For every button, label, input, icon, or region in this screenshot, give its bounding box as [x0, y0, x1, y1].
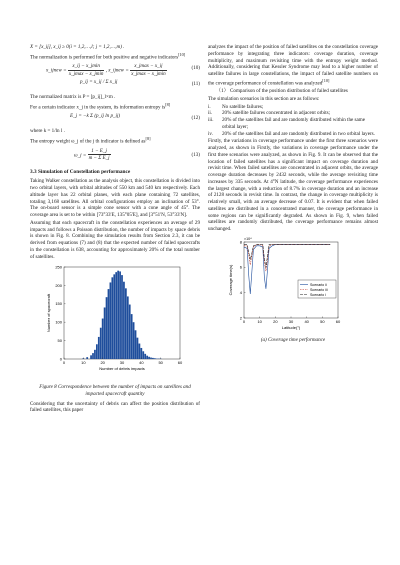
impacts-histogram	[30, 261, 200, 379]
x-tick-label: 0	[62, 360, 66, 366]
equation-number: (12)	[191, 115, 200, 122]
equation-number: (10)	[191, 65, 200, 72]
equation-number: (13)	[191, 151, 200, 158]
citation: [8]	[165, 101, 171, 107]
left-column	[30, 44, 200, 415]
citation: [10]	[178, 51, 186, 57]
x-axis-label: Latitude(°)	[281, 324, 301, 330]
list-marker: iv.	[208, 130, 213, 137]
eq10-num2: x_jmax − x_ij	[130, 63, 167, 71]
equation-11-body: p_ij = x_ij / Σ x_ij	[80, 79, 118, 86]
histogram-bar	[121, 275, 123, 359]
closing-paragraph: Considering that the uncertainty of debris can affect the position distribution of failed satellites, this paper	[30, 400, 200, 414]
histogram-bar	[123, 282, 125, 359]
histogram-bar	[98, 337, 100, 359]
histogram-bar	[129, 305, 131, 359]
histogram-bar	[133, 323, 135, 360]
results-paragraph: Firstly, the variations in coverage performance under the first three scenarios were analyzed, as shown in Firstly, the variations in coverage performance under the first three scenarios were analyzed, as shown in Fig. 9. It can be observed that the location of failed satellites has a significant impact on coverage duration and revisit time. When failed satellites are concentrated in adjacent orbits, the average coverage duration decreases by 2432 seconds, while the average revisiting time increases by 335 seconds. At 4°N latitude, the coverage performance experiences the largest change, with a reduction of 8.7% in coverage duration and an increase of 2128 seconds in revisit time. In contrast, the change in coverage multiplicity is relatively small, with an average decrease of 0.07. It is evident that when failed satellites are distributed in a concentrated manner, the coverage performance in some regions can be significantly degraded. As shown in Fig. 9, when failed satellites are randomly distributed, the coverage performance remains almost unchanged.	[208, 138, 378, 233]
histogram-bar	[144, 354, 146, 359]
eq10-den1: x_jmax − x_jmin	[68, 70, 104, 77]
equation-12	[30, 112, 200, 127]
histogram-bar	[140, 348, 142, 359]
histogram-bar	[94, 350, 96, 359]
x-tick-label: 40	[139, 360, 144, 366]
y-axis-label: Number of spacecraft	[46, 294, 51, 333]
list-marker: i.	[208, 103, 211, 110]
matrix-definition: X = [x_ij], x_ij ≥ 0(i = 1,2,…,l; j = 1,2,…,m) .	[30, 44, 125, 50]
list-text: 20% satellite failures concentrated in adjacent orbits;	[222, 110, 331, 117]
equation-13-body	[74, 148, 111, 163]
eq13-lhs: ω_j =	[74, 151, 87, 158]
entropy-text	[30, 102, 200, 111]
list-text: 20% of the satellites fail and are randomly distributed in two orbital layers.	[222, 130, 375, 137]
list-text: No satellite failures;	[222, 103, 264, 110]
x-tick-label: 60	[335, 318, 341, 324]
x-tick-label: 20	[273, 318, 278, 324]
histogram-bar	[90, 356, 92, 360]
histogram-bar	[106, 297, 108, 359]
eq13-den: m − Σ E_j	[88, 155, 110, 162]
histogram-bar	[137, 338, 139, 359]
simulation-paragraph: Taking Walker constellation as the analysis object, this constellation is divided into two orbital layers, with orbital altitudes of 550 km and 540 km respectively. Each altitude layer has 22 orbital planes, with each plane containing 72 satellites, totaling 3,168 satellites. All orbital configurations employ an inclination of 53°. The on-board sensor is a simple cone sensor with a cone angle of 45°. The coverage area is set to be within [73°33'E, 135°05'E], and [3°51'N, 53°33'N].	[30, 178, 200, 219]
x-axis-label: Number of debris impacts	[99, 366, 145, 372]
where-text: where k = 1/ln l .	[30, 128, 65, 135]
legend-label: Scenario iii	[310, 287, 328, 292]
histogram-bar	[154, 359, 156, 360]
normalization-text	[30, 52, 200, 61]
series-line	[244, 244, 330, 267]
figure-9-caption: (a) Coverage time performance	[260, 336, 326, 343]
eq10-frac2	[130, 63, 167, 78]
y-tick-label: 250	[55, 264, 62, 270]
section-heading: 3.3 Simulation of Constellation performance	[30, 168, 131, 175]
legend-label: Scenario i	[310, 292, 326, 297]
eq10-lhs: x_ijnew =	[46, 67, 67, 74]
figure-8-caption: Figure 8 Correspondence between the number of impacts on satellites and impacted spacecraft quantity	[39, 384, 191, 397]
scenario-item	[208, 117, 378, 131]
eq10-frac1	[68, 63, 105, 78]
citation: [10]	[322, 77, 330, 83]
subsection-heading: （1） Comparison of the position distribution of failed satellites	[216, 88, 348, 95]
x-tick-label: 0	[242, 318, 246, 324]
impacts-paragraph: Assuming that each spacecraft in the constellation experiences an average of 29 impacts and follows a Poisson distribution, the number of impacts by space debris is shown in Fig. 8. Combining the simulation results from Section 2.3, it can be derived from equations (7) and (8) that the expected number of failed spacecrafts in the constellation is 638, accounting for approximately 20% of the total number of satellites.	[30, 219, 200, 260]
y-tick-label: 4	[239, 290, 242, 296]
y-tick-label: 2	[239, 315, 242, 321]
histogram-bar	[139, 344, 141, 359]
histogram-bar	[142, 352, 144, 360]
histogram-bar	[110, 283, 112, 360]
histogram-bar	[127, 297, 129, 360]
eq13-frac	[88, 148, 111, 163]
histogram-bar	[102, 319, 104, 359]
histogram-bar	[86, 357, 88, 359]
analysis-paragraph	[208, 44, 378, 87]
x-tick-label: 10	[81, 360, 86, 366]
eq10-den2: x_jmax − x_jmin	[131, 70, 166, 77]
histogram-bar	[115, 272, 117, 359]
entropy-weight-text	[30, 136, 200, 145]
eq13-num: 1 − E_j	[88, 148, 111, 156]
histogram-bar	[111, 278, 113, 360]
histogram-bar	[131, 314, 133, 359]
scenario-item	[208, 131, 378, 138]
analysis-sentence: analyzes the impact of the position of failed satellites on the constellation coverage performance by integrating three indicators: coverage duration, coverage multiplicity, and maximum revisiting time with the entropy weight method. Additionally, considering that Kessler Syndrome may lead to a higher number of satellite failures in large constellations, the impact of failed satellite numbers on the coverage performance of constellation was analyzed	[208, 44, 378, 87]
y-tick-label: 8	[239, 239, 242, 245]
y-tick-label: 0	[59, 356, 62, 362]
equation-10-body	[46, 63, 167, 78]
histogram-bar	[135, 331, 137, 360]
equation-10	[30, 62, 200, 77]
figure-8	[30, 261, 200, 397]
eq10-num1: x_ij − x_jmin	[68, 63, 105, 71]
histogram-bar	[148, 357, 150, 359]
histogram-bar	[152, 358, 154, 359]
legend-label: Scenario ii	[310, 282, 327, 287]
equation-11	[30, 78, 200, 93]
normalization-sentence: The normalization is performed for both positive and negative indicators	[30, 54, 179, 61]
histogram-bar	[92, 353, 94, 359]
axis-exponent: ×10⁴	[244, 236, 252, 241]
list-marker: ii.	[208, 110, 213, 117]
x-tick-label: 50	[320, 318, 325, 324]
histogram-bar	[104, 308, 106, 360]
histogram-bar	[119, 272, 121, 360]
citation: [8]	[145, 136, 151, 142]
weight-sentence: The entropy weight ω_j of the j th indicator is defined as	[30, 138, 146, 145]
eq10-mid: , x_ijnew =	[105, 67, 129, 74]
histogram-bar	[117, 271, 119, 359]
y-tick-label: 6	[239, 264, 242, 270]
equation-number: (11)	[191, 81, 200, 88]
x-tick-label: 50	[158, 360, 163, 366]
normalized-matrix-text: The normalized matrix is P = [p_ij]_l×m .	[30, 94, 116, 101]
scenario-intro: The simulation scenarios in this section are as follows:	[208, 95, 320, 102]
entropy-sentence: For a certain indicator x_j in the system, its information entropy is	[30, 104, 166, 111]
equation-12-body: E_j = −k Σ (p_ij ln p_ij)	[70, 113, 121, 120]
histogram-bar	[125, 289, 127, 360]
x-tick-label: 10	[257, 318, 262, 324]
x-tick-label: 40	[304, 318, 309, 324]
x-tick-label: 30	[119, 360, 125, 366]
y-axis-label: Coverage time(s)	[228, 264, 233, 296]
x-tick-label: 20	[100, 360, 105, 366]
scenario-list	[208, 104, 378, 138]
histogram-bar	[146, 356, 148, 359]
coverage-time-chart	[208, 234, 378, 332]
x-tick-label: 30	[288, 318, 294, 324]
y-tick-label: 100	[55, 319, 62, 325]
y-tick-label: 200	[55, 283, 62, 289]
right-column	[208, 44, 378, 346]
histogram-bar	[150, 358, 152, 359]
list-text: 20% of the satellites fail and are randomly distributed within the same orbital layer;	[222, 117, 366, 130]
histogram-bar	[96, 345, 98, 360]
histogram-bar	[113, 275, 115, 360]
list-marker: iii.	[208, 117, 214, 124]
equation-13	[30, 147, 200, 165]
histogram-bar	[108, 289, 110, 359]
x-tick-label: 60	[177, 360, 183, 366]
y-tick-label: 50	[57, 338, 62, 344]
figure-9	[208, 234, 378, 344]
series-line	[244, 244, 330, 271]
histogram-bar	[100, 328, 102, 359]
y-tick-label: 150	[55, 301, 62, 307]
